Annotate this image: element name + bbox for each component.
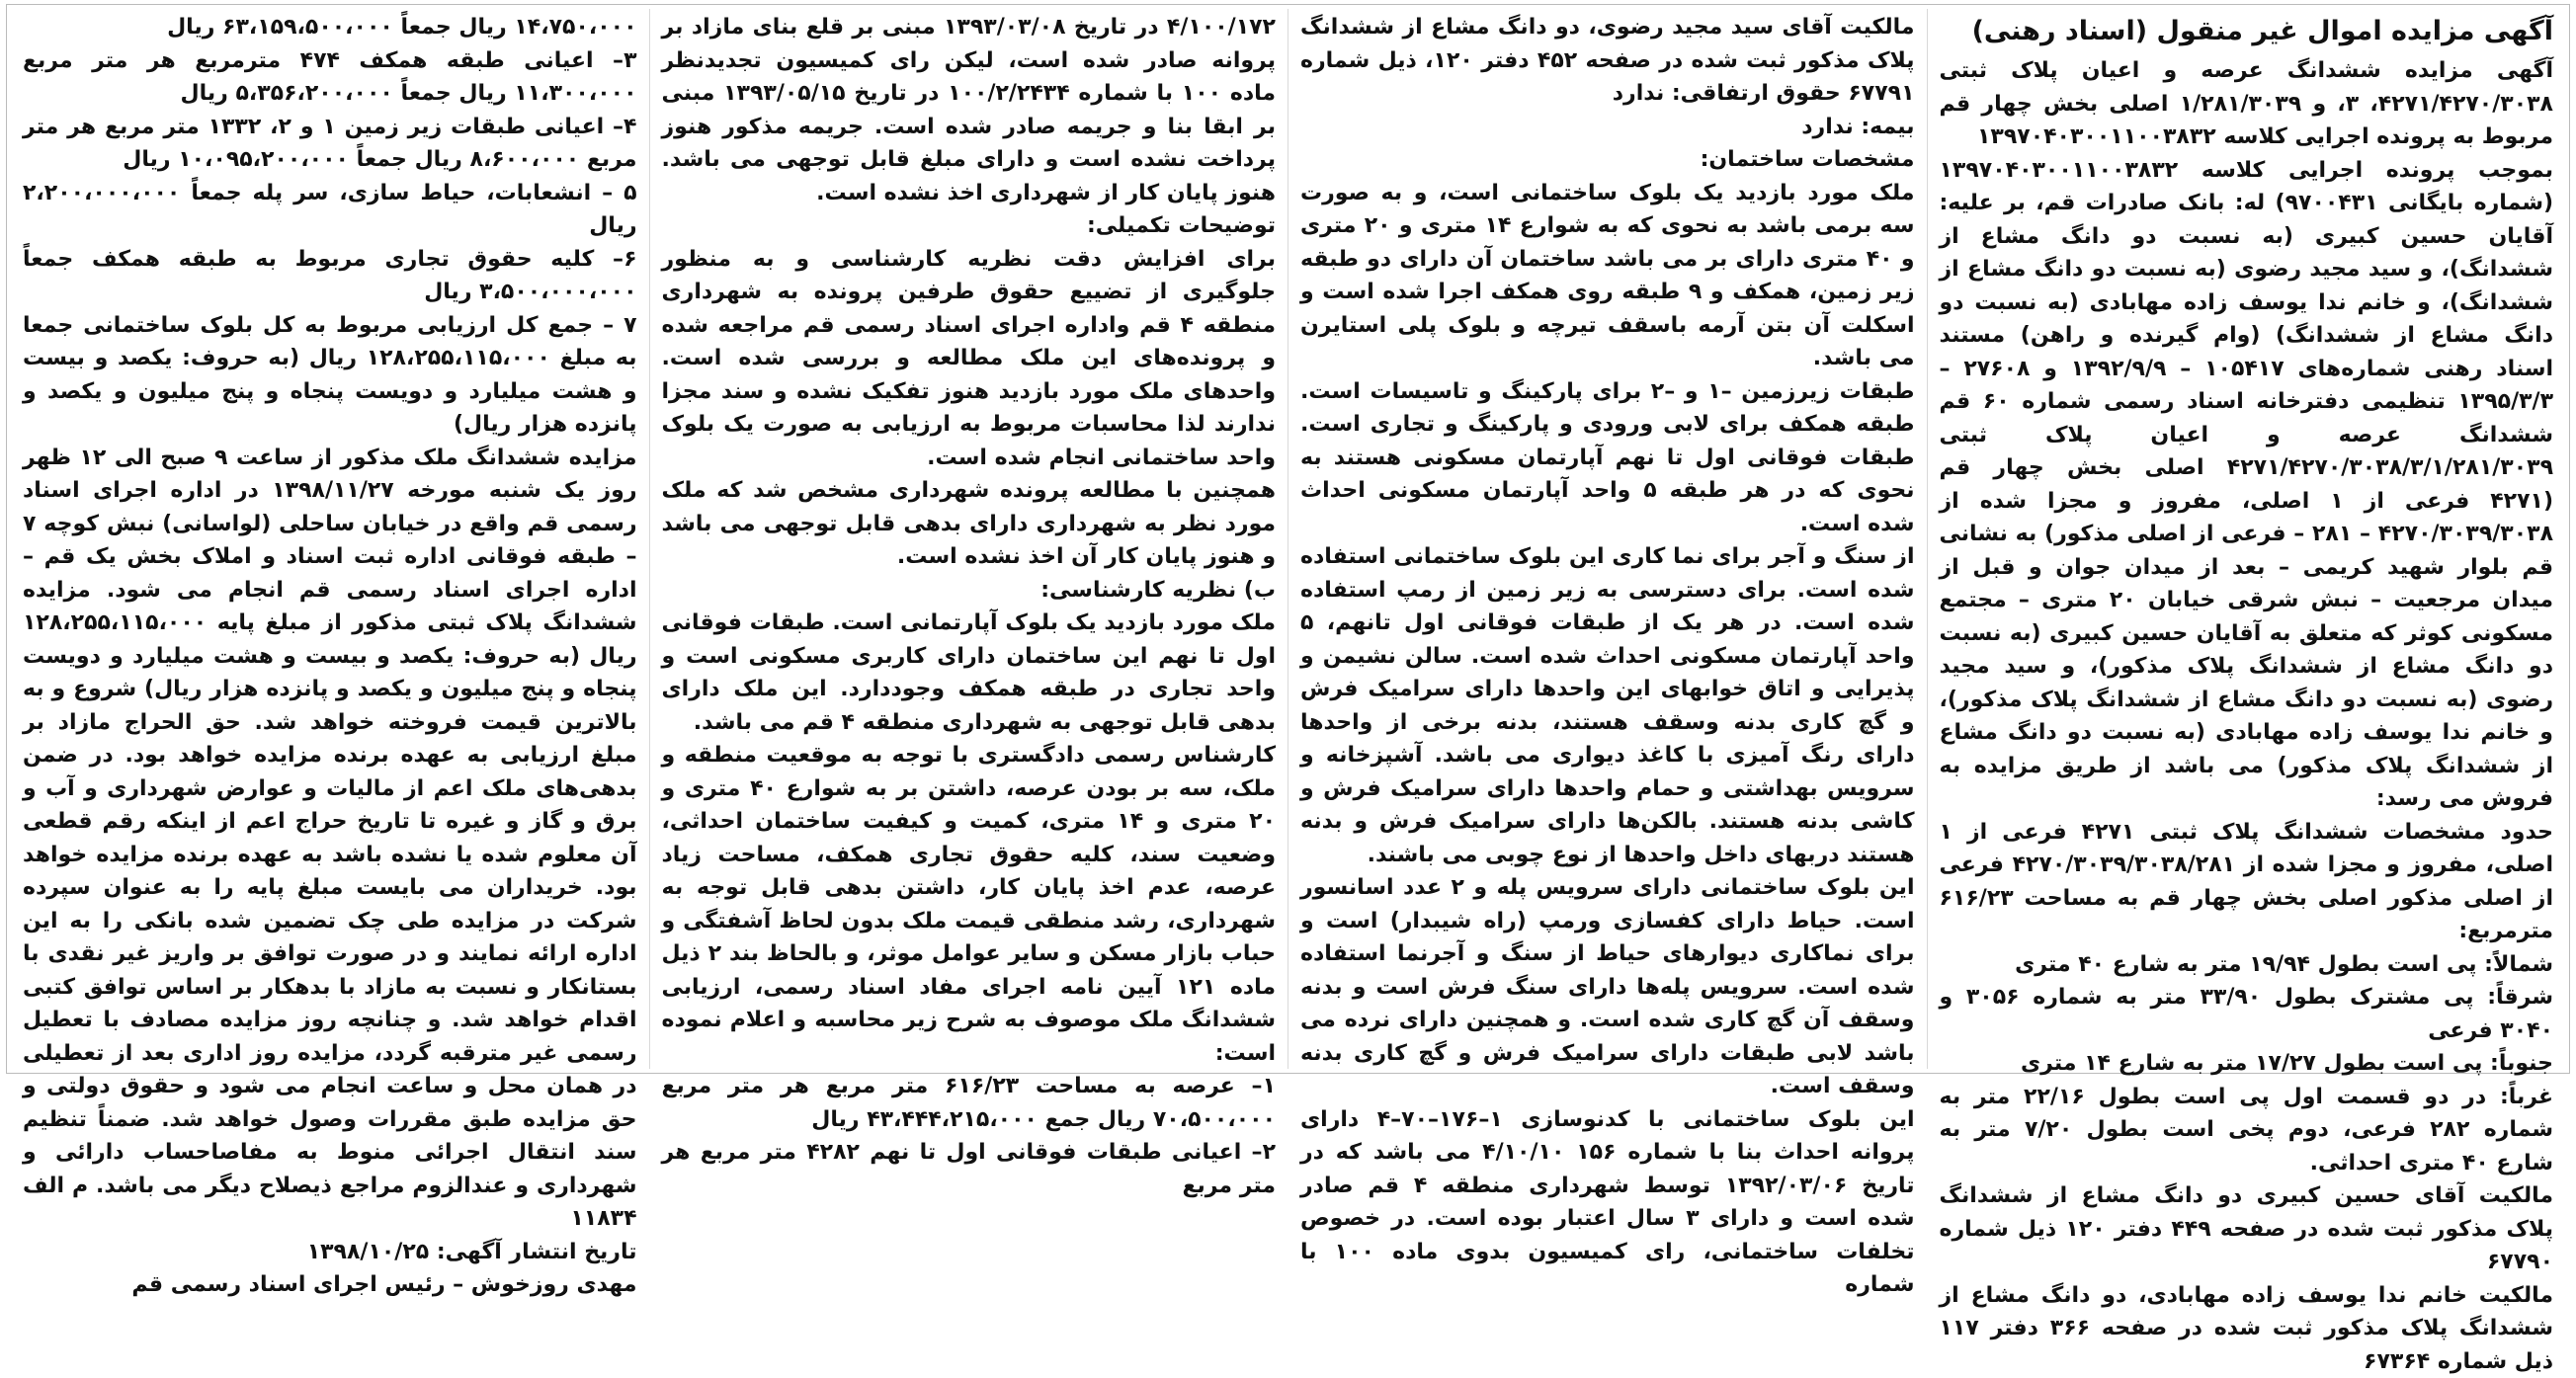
notice-column-2	[1288, 9, 1928, 1297]
notice-column-1	[1928, 9, 2566, 1374]
notice-column-4-text: ۱۴،۷۵۰،۰۰۰ ریال جمعاً ۶۳،۱۵۹،۵۰۰،۰۰۰ ریال ۳– اعیانی طبقه همکف ۴۷۴ مترمربع هر متر مربع ۱۱،۳۰۰،۰۰۰ ریال جمعاً ۵،۳۵۶،۲۰۰،۰۰۰ ریال ۴– اعیانی طبقات زیر زمین ۱ و ۲، ۱۳۳۲ متر مربع هر متر مربع ۸،۶۰۰،۰۰۰ ریال جمعاً ۱۰،۰۹۵،۲۰۰،۰۰۰ ریال ۵ – انشعابات، حیاط سازی، سر پله جمعاً ۲،۲۰۰،۰۰۰،۰۰۰ ریال ۶– کلیه حقوق تجاری مربوط به طبقه همکف جمعاً ۳،۵۰۰،۰۰۰،۰۰۰ ریال ۷ – جمع کل ارزیابی مربوط به کل بلوک ساختمانی جمعا به مبلغ ۱۲۸،۲۵۵،۱۱۵،۰۰۰ ریال (به حروف: یکصد و بیست و هشت میلیارد و دویست پنجاه و پنج میلیون و یکصد و پانزده هزار ریال) مزایده ششدانگ ملک مذکور از ساعت ۹ صبح الی ۱۲ ظهر روز یک شنبه مورخه ۱۳۹۸/۱۱/۲۷ در اداره اجرای اسناد رسمی قم واقع در خیابان ساحلی (لواسانی) نبش کوچه ۷ – طبقه فوقانی اداره ثبت اسناد و املاک بخش یک قم – اداره اجرای اسناد رسمی قم انجام می شود. مزایده ششدانگ پلاک ثبتی مذکور از مبلغ پایه ۱۲۸،۲۵۵،۱۱۵،۰۰۰ ریال (به حروف: یکصد و بیست و هشت میلیارد و دویست پنجاه و پنج میلیون و یکصد و پانزده هزار ریال) شروع و به بالاترین قیمت فروخته خواهد شد. حق الحراج مازاد بر مبلغ ارزیابی به عهده برنده مزایده خواهد بود. در ضمن بدهی‌های ملک اعم از مالیات و عوارض شهرداری و آب و برق و گاز و غیره تا تاریخ حراج اعم از اینکه رقم قطعی آن معلوم شده یا نشده باشد به عهده برنده مزایده خواهد بود. خریداران می بایست مبلغ پایه را به عنوان سپرده شرکت در مزایده طی چک تضمین شده بانکی را به این اداره ارائه نمایند و در صورت توافق بر واریز غیر نقدی با بستانکار و نسبت به مازاد با بدهکار بر اساس توافق کتبی اقدام خواهد شد. و چنانچه روز مزایده مصادف با تعطیل رسمی غیر مترقبه گردد، مزایده روز اداری بعد از تعطیلی در همان محل و ساعت انجام می شود و حقوق دولتی و حق مزایده طبق مقررات وصول خواهد شد. ضمناً تنظیم سند انتقال اجرائی منوط به مفاصاحساب دارائی و شهرداری و عندالزوم مراجع ذیصلاح دیگر می باشد. م الف ۱۱۸۳۴ تاریخ انتشار آگهی: ۱۳۹۸/۱۰/۲۵	[23, 15, 637, 1264]
newspaper-clipping	[6, 4, 2570, 1374]
notice-column-1-text: آگهی مزایده ششدانگ عرصه و اعیان پلاک ثبتی ۴۲۷۱/۴۲۷۰/۳۰۳۸، ۳، و ۱/۲۸۱/۳۰۳۹ اصلی بخش چهار قم مربوط به پرونده اجرایی کلاسه ۱۳۹۷۰۴۰۳۰۰۱۱۰۰۳۸۳۲ بموجب پرونده اجرایی کلاسه ۱۳۹۷۰۴۰۳۰۰۱۱۰۰۳۸۳۲ (شماره بایگانی ۹۷۰۰۴۳۱) له: بانک صادرات قم، بر علیه: آقایان حسین کبیری (به نسبت دو دانگ مشاع از ششدانگ)، و سید مجید رضوی (به نسبت دو دانگ مشاع از ششدانگ)، و خانم ندا یوسف زاده مهابادی (به نسبت دو دانگ مشاع از ششدانگ) (وام گیرنده و راهن) مستند اسناد رهنی شماره‌های ۱۰۵۴۱۷ – ۱۳۹۲/۹/۹ و ۲۷۶۰۸ – ۱۳۹۵/۳/۳ تنظیمی دفترخانه اسناد رسمی شماره ۶۰ قم ششدانگ عرصه و اعیان پلاک ثبتی ۴۲۷۱/۴۲۷۰/۳۰۳۸/۳/۱/۲۸۱/۳۰۳۹ اصلی بخش چهار قم (۴۲۷۱ فرعی از ۱ اصلی، مفروز و مجزا شده از ۴۲۷۰/۳۰۳۹/۳۰۳۸ – ۲۸۱ – فرعی از اصلی مذکور) به نشانی قم بلوار شهید کریمی – بعد از میدان جوان و قبل از میدان مرجعیت – نبش شرقی خیابان ۲۰ متری – مجتمع مسکونی کوثر که متعلق به آقایان حسین کبیری (به نسبت دو دانگ مشاع از ششدانگ پلاک مذکور)، و سید مجید رضوی (به نسبت دو دانگ مشاع از ششدانگ پلاک مذکور)، و خانم ندا یوسف زاده مهابادی (به نسبت دو دانگ مشاع از ششدانگ پلاک مذکور) می باشد از طریق مزایده به فروش می رسد: حدود مشخصات ششدانگ پلاک ثبتی ۴۲۷۱ فرعی از ۱ اصلی، مفروز و مجزا شده از ۴۲۷۰/۳۰۳۹/۳۰۳۸/۲۸۱ فرعی از اصلی مذکور اصلی بخش چهار قم به مساحت ۶۱۶/۲۳ مترمربع: شمالاً: پی است بطول ۱۹/۹۴ متر به شارع ۴۰ متری شرقاً: پی مشترک بطول ۳۳/۹۰ متر به شماره ۳۰۵۶ و ۳۰۴۰ فرعی جنوباً: پی است بطول ۱۷/۲۷ متر به شارع ۱۴ متری غرباً: در دو قسمت اول پی است بطول ۲۲/۱۶ متر به شماره ۲۸۲ فرعی، دوم پخی است بطول ۷/۲۰ متر به شارع ۴۰ متری احداثی. مالکیت آقای حسین کبیری دو دانگ مشاع از ششدانگ پلاک مذکور ثبت شده در صفحه ۴۴۹ دفتر ۱۲۰ ذیل شماره ۶۷۷۹۰ مالکیت خانم ندا یوسف زاده مهابادی، دو دانگ مشاع از ششدانگ پلاک مذکور ثبت شده در صفحه ۳۶۶ دفتر ۱۱۷ ذیل شماره ۶۷۳۶۴	[1939, 58, 2554, 1374]
notice-title: آگهی مزایده اموال غیر منقول (اسناد رهنی)	[1971, 16, 2553, 46]
notice-column-3	[650, 9, 1289, 1198]
notice-columns	[11, 9, 2565, 1374]
notice-signature: مهدی روزخوش – رئیس اجرای اسناد رسمی قم	[131, 1272, 637, 1297]
notice-column-4	[11, 9, 650, 1297]
notice-column-3-text: ۴/۱۰۰/۱۷۲ در تاریخ ۱۳۹۳/۰۳/۰۸ مبنی بر قلع بنای مازاد بر پروانه صادر شده است، لیکن رای کمیسیون تجدیدنظر ماده ۱۰۰ با شماره ۱۰۰/۲/۲۴۳۴ در تاریخ ۱۳۹۳/۰۵/۱۵ مبنی بر ابقا بنا و جریمه صادر شده است. جریمه مذکور هنوز پرداخت نشده است و دارای مبلغ قابل توجهی می باشد. هنوز پایان کار از شهرداری اخذ نشده است. توضیحات تکمیلی: برای افزایش دقت نظریه کارشناسی و به منظور جلوگیری از تضییع حقوق طرفین پرونده به شهرداری منطقه ۴ قم واداره اجرای اسناد رسمی قم مراجعه شده و پرونده‌های این ملک مطالعه و بررسی شده است. واحدهای ملک مورد بازدید هنوز تفکیک نشده و سند مجزا ندارند لذا محاسبات مربوط به ارزیابی به صورت یک بلوک واحد ساختمانی انجام شده است. همچنین با مطالعه پرونده شهرداری مشخص شد که ملک مورد نظر به شهرداری دارای بدهی قابل توجهی می باشد و هنوز پایان کار آن اخذ نشده است. ب) نظریه کارشناسی: ملک مورد بازدید یک بلوک آپارتمانی است. طبقات فوقانی اول تا نهم این ساختمان دارای کاربری مسکونی است و واحد تجاری در طبقه همکف وجوددارد. این ملک دارای بدهی قابل توجهی به شهرداری منطقه ۴ قم می باشد. کارشناس رسمی دادگستری با توجه به موقعیت منطقه و ملک، سه بر بودن عرصه، داشتن بر به شوارع ۴۰ متری و ۲۰ متری و ۱۴ متری، کمیت و کیفیت ساختمان احداثی، وضعیت سند، کلیه حقوق تجاری همکف، مساحت زیاد عرصه، عدم اخذ پایان کار، داشتن بدهی قابل توجه به شهرداری، رشد منطقی قیمت ملک بدون لحاظ آشفتگی و حباب بازار مسکن و سایر عوامل موثر، و بالحاظ بند ۲ ذیل ماده ۱۲۱ آیین نامه اجرای مفاد اسناد رسمی، ارزیابی ششدانگ ملک موصوف به شرح زیر محاسبه و اعلام نموده است: ۱– عرصه به مساحت ۶۱۶/۲۳ متر مربع هر متر مربع ۷۰،۵۰۰،۰۰۰ ریال جمع ۴۳،۴۴۴،۲۱۵،۰۰۰ ریال ۲– اعیانی طبقات فوقانی اول تا نهم ۴۲۸۲ متر مربع هر متر مربع	[661, 15, 1276, 1198]
notice-column-2-text: مالکیت آقای سید مجید رضوی، دو دانگ مشاع از ششدانگ پلاک مذکور ثبت شده در صفحه ۴۵۲ دفتر ۱۲۰، ذیل شماره ۶۷۷۹۱ حقوق ارتفاقی: ندارد بیمه: ندارد مشخصات ساختمان: ملک مورد بازدید یک بلوک ساختمانی است، و به صورت سه برمی باشد به نحوی که به شوارع ۱۴ متری و ۲۰ متری و ۴۰ متری دارای بر می باشد ساختمان آن دارای دو طبقه زیر زمین، همکف و ۹ طبقه روی همکف اجرا شده است و اسکلت آن بتن آرمه باسقف تیرچه و بلوک پلی استایرن می باشد. طبقات زیرزمین –۱ و –۲ برای پارکینگ و تاسیسات است. طبقه همکف برای لابی ورودی و پارکینگ و تجاری است. طبقات فوقانی اول تا نهم آپارتمان مسکونی هستند به نحوی که در هر طبقه ۵ واحد آپارتمان مسکونی احداث شده است. از سنگ و آجر برای نما کاری این بلوک ساختمانی استفاده شده است. برای دسترسی به زیر زمین از رمپ استفاده شده است. در هر یک از طبقات فوقانی اول تانهم، ۵ واحد آپارتمان مسکونی احداث شده است. سالن نشیمن و پذیرایی و اتاق خوابهای این واحدها دارای سرامیک فرش و گچ کاری بدنه وسقف هستند، بدنه برخی از واحدها دارای رنگ آمیزی با کاغذ دیواری می باشد. آشپزخانه و سرویس بهداشتی و حمام واحدها دارای سرامیک فرش و کاشی بدنه هستند. بالکن‌ها دارای سرامیک فرش و بدنه هستند دربهای داخل واحدها از نوع چوبی می باشند. این بلوک ساختمانی دارای سرویس پله و ۲ عدد اسانسور است. حیاط دارای کفسازی ورمپ (راه شیبدار) است و برای نماکاری دیوارهای حیاط از سنگ و آجرنما استفاده شده است. سرویس پله‌ها دارای سنگ فرش است و بدنه وسقف آن گچ کاری شده است. و همچنین دارای نرده می باشد لابی طبقات دارای سرامیک فرش و گچ کاری بدنه وسقف است. این بلوک ساختمانی با کدنوسازی ۱–۱۷۶–۷۰–۴ دارای پروانه احداث بنا با شماره ۱۵۶ ۴/۱۰/۱۰ می باشد که در تاریخ ۱۳۹۲/۰۳/۰۶ توسط شهرداری منطقه ۴ قم صادر شده است و دارای ۳ سال اعتبار بوده است. در خصوص تخلفات ساختمانی، رای کمیسیون بدوی ماده ۱۰۰ با شماره	[1300, 15, 1915, 1297]
